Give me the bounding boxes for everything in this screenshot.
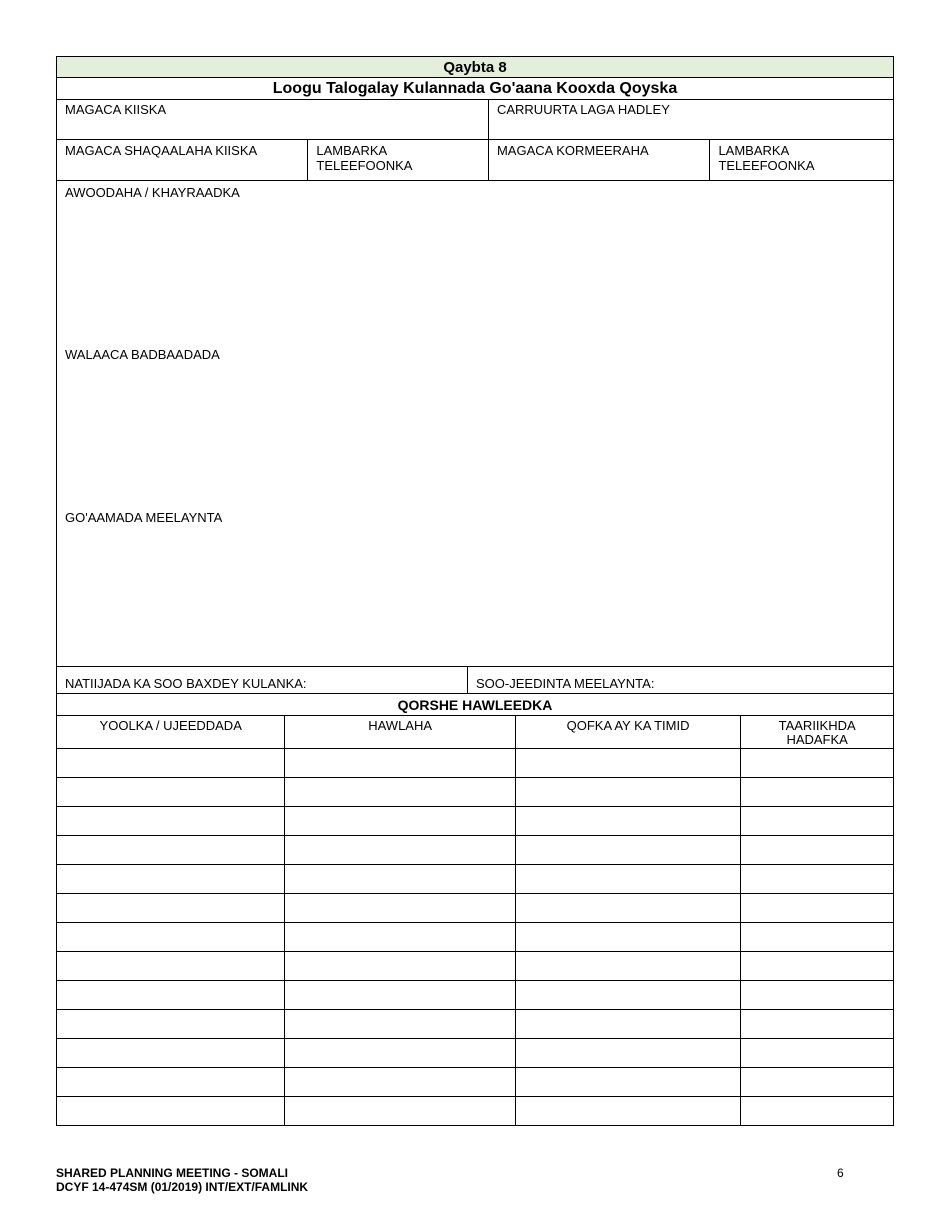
plan-cell[interactable] — [285, 1039, 515, 1067]
plan-cell[interactable] — [57, 1039, 285, 1067]
plan-cell[interactable] — [741, 894, 893, 922]
section-title: Qaybta 8 — [56, 56, 894, 78]
child-name-field[interactable]: MAGACA KIISKA — [57, 100, 489, 139]
plan-cell[interactable] — [741, 865, 893, 893]
plan-cell[interactable] — [741, 836, 893, 864]
plan-cell[interactable] — [285, 981, 515, 1009]
plan-cell[interactable] — [57, 749, 285, 777]
plan-row — [56, 836, 894, 865]
plan-cell[interactable] — [285, 1068, 515, 1096]
plan-cell[interactable] — [285, 894, 515, 922]
plan-cell[interactable] — [57, 1068, 285, 1096]
plan-cell[interactable] — [741, 749, 893, 777]
plan-row — [56, 807, 894, 836]
plan-cell[interactable] — [516, 807, 741, 835]
plan-cell[interactable] — [741, 807, 893, 835]
plan-cell[interactable] — [741, 981, 893, 1009]
plan-cell[interactable] — [516, 981, 741, 1009]
plan-cell[interactable] — [57, 778, 285, 806]
plan-cell[interactable] — [516, 749, 741, 777]
plan-cell[interactable] — [741, 1097, 893, 1125]
plan-cell[interactable] — [516, 1039, 741, 1067]
phone-field-2[interactable]: LAMBARKA TELEEFOONKA — [718, 143, 815, 173]
plan-row — [56, 894, 894, 923]
assignment-field[interactable]: CARRUURTA LAGA HADLEY — [496, 102, 670, 117]
plan-cell[interactable] — [285, 836, 515, 864]
safety-concerns-label: WALAACA BADBAADADA — [65, 347, 220, 362]
plan-header-row — [56, 716, 894, 749]
plan-row — [56, 1010, 894, 1039]
plan-cell[interactable] — [57, 807, 285, 835]
plan-row — [56, 1039, 894, 1068]
plan-cell[interactable] — [516, 1010, 741, 1038]
plan-row — [56, 1068, 894, 1097]
plan-row — [56, 952, 894, 981]
plan-cell[interactable] — [285, 749, 515, 777]
plan-header-cell: QOFKA AY KA TIMID — [516, 716, 741, 748]
plan-cell[interactable] — [57, 894, 285, 922]
phone-field-1[interactable]: LAMBARKA TELEEFOONKA — [308, 140, 489, 180]
plan-cell[interactable] — [741, 923, 893, 951]
plan-header-cell: TAARIIKHDA HADAFKA — [778, 718, 856, 747]
plan-cell[interactable] — [516, 1068, 741, 1096]
plan-row — [56, 865, 894, 894]
plan-cell[interactable] — [285, 778, 515, 806]
plan-cell[interactable] — [741, 1010, 893, 1038]
plan-cell[interactable] — [285, 1097, 515, 1125]
plan-cell[interactable] — [57, 865, 285, 893]
plan-cell[interactable] — [285, 1010, 515, 1038]
form-title: Loogu Talogalay Kulannada Go'aana Kooxda Qoyska — [56, 78, 894, 100]
plan-cell[interactable] — [516, 923, 741, 951]
plan-cell[interactable] — [741, 1039, 893, 1067]
plan-cell[interactable] — [516, 778, 741, 806]
page-number: 6 — [837, 1166, 844, 1180]
placement-decision-label: GO'AAMADA MEELAYNTA — [65, 510, 223, 525]
contacts-row — [56, 140, 894, 181]
plan-row — [56, 778, 894, 807]
plan-header-cell: HAWLAHA — [285, 716, 515, 748]
plan-cell[interactable] — [285, 952, 515, 980]
outcome-row — [56, 667, 894, 694]
meeting-outcome-field[interactable]: NATIIJADA KA SOO BAXDEY KULANKA: — [57, 667, 468, 693]
footer-form-code: DCYF 14-474SM (01/2019) INT/EXT/FAMLINK — [56, 1180, 309, 1194]
plan-cell[interactable] — [516, 952, 741, 980]
plan-row — [56, 749, 894, 778]
strengths-label: AWOODAHA / KHAYRAADKA — [65, 185, 240, 200]
plan-row — [56, 923, 894, 952]
child-row — [56, 100, 894, 140]
plan-rows — [56, 749, 894, 1126]
caseworker-name-field[interactable]: MAGACA SHAQAALAHA KIISKA — [57, 140, 308, 180]
plan-cell[interactable] — [57, 1010, 285, 1038]
footer — [56, 1166, 308, 1194]
plan-row — [56, 1097, 894, 1126]
plan-cell[interactable] — [741, 1068, 893, 1096]
plan-title: QORSHE HAWLEEDKA — [56, 694, 894, 716]
plan-cell[interactable] — [285, 923, 515, 951]
plan-cell[interactable] — [516, 836, 741, 864]
placement-recommendation-field[interactable]: SOO-JEEDINTA MEELAYNTA: — [476, 676, 655, 691]
plan-cell[interactable] — [57, 981, 285, 1009]
plan-cell[interactable] — [57, 952, 285, 980]
plan-cell[interactable] — [516, 894, 741, 922]
plan-row — [56, 981, 894, 1010]
footer-form-name: SHARED PLANNING MEETING - SOMALI — [56, 1166, 289, 1180]
plan-cell[interactable] — [57, 923, 285, 951]
plan-cell[interactable] — [741, 778, 893, 806]
plan-cell[interactable] — [516, 1097, 741, 1125]
facilitator-name-field[interactable]: MAGACA KORMEERAHA — [489, 140, 710, 180]
plan-cell[interactable] — [741, 952, 893, 980]
plan-cell[interactable] — [57, 836, 285, 864]
plan-header-cell: YOOLKA / UJEEDDADA — [57, 716, 285, 748]
planning-form — [56, 56, 894, 1126]
plan-cell[interactable] — [285, 807, 515, 835]
plan-cell[interactable] — [516, 865, 741, 893]
assessment-block[interactable] — [56, 181, 894, 667]
plan-cell[interactable] — [285, 865, 515, 893]
plan-cell[interactable] — [57, 1097, 285, 1125]
